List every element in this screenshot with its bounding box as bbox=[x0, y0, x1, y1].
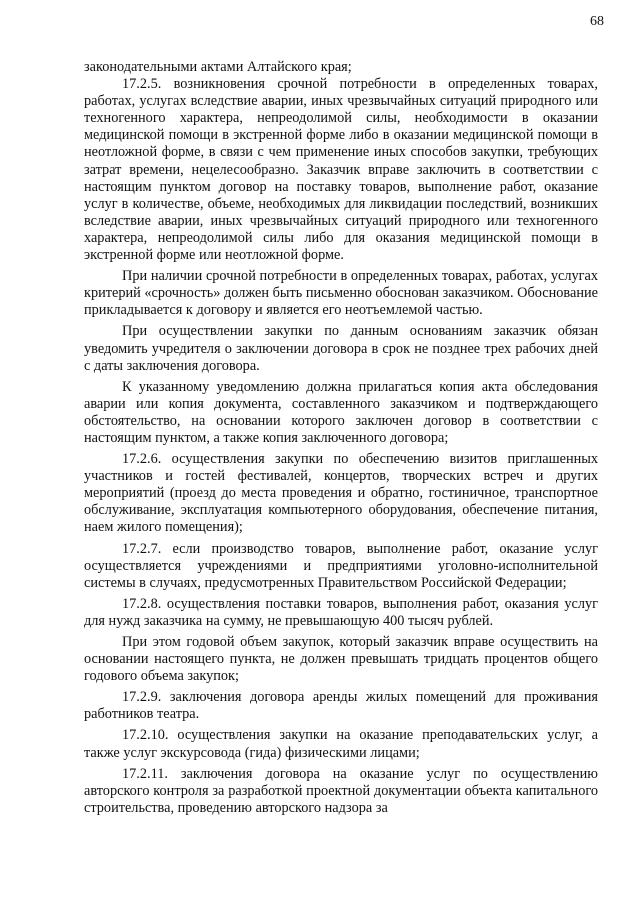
document-body bbox=[84, 59, 598, 817]
paragraph: При осуществлении закупки по данным основаниям заказчик обязан уведомить учредителя о заключении договора в срок не позднее трех рабочих дней с даты заключения договора. bbox=[84, 323, 598, 374]
paragraph: 17.2.11. заключения договора на оказание услуг по осуществлению авторского контроля за разработкой проектной документации объекта капитального строительства, проведению авторского надзора за bbox=[84, 765, 598, 816]
paragraph: 17.2.6. осуществления закупки по обеспечению визитов приглашенных участников и гостей фестивалей, концертов, творческих встреч и других мероприятий (проезд до места проведения и обратно, гостиничное, транспортное обслуживание, эксплуатация компьютерного оборудования, обеспечение питания, наем жилого помещения); bbox=[84, 451, 598, 536]
page-number: 68 bbox=[590, 14, 604, 29]
paragraph: При наличии срочной потребности в определенных товарах, работах, услугах критерий «срочность» должен быть письменно обоснован заказчиком. Обоснование прикладывается к договору и является его неотъемлемой частью. bbox=[84, 268, 598, 319]
paragraph: 17.2.9. заключения договора аренды жилых помещений для проживания работников театра. bbox=[84, 689, 598, 723]
paragraph: 17.2.10. осуществления закупки на оказание преподавательских услуг, а также услуг экскурсовода (гида) физическими лицами; bbox=[84, 727, 598, 761]
paragraph: При этом годовой объем закупок, который заказчик вправе осуществить на основании настоящего пункта, не должен превышать тридцать процентов общего годового объема закупок; bbox=[84, 634, 598, 685]
paragraph: К указанному уведомлению должна прилагаться копия акта обследования аварии или копия документа, составленного заказчиком и подтверждающего обстоятельство, на основании которого заключен договор в соответствии с настоящим пунктом, а также копия заключенного договора; bbox=[84, 378, 598, 446]
paragraph: законодательными актами Алтайского края; bbox=[84, 59, 352, 75]
paragraph: 17.2.8. осуществления поставки товаров, выполнения работ, оказания услуг для нужд заказчика на сумму, не превышающую 400 тысяч рублей. bbox=[84, 595, 598, 629]
paragraph: 17.2.5. возникновения срочной потребности в определенных товарах, работах, услугах вследствие аварии, иных чрезвычайных ситуаций природного или техногенного характера, непреодолимой силы, необходимости в оказании медицинской помощи в экстренной форме либо в оказании медицинской помощи в неотложной форме, в связи с чем применение иных способов закупки, требующих затрат времени, нецелесообразно. Заказчик вправе заключить в соответствии с настоящим пунктом договор на поставку товаров, выполнение работ, оказание услуг в количестве, объеме, необходимых для ликвидации последствий, возникших вследствие аварии, иных чрезвычайных ситуаций природного или техногенного характера, непреодолимой силы либо для оказания медицинской помощи в экстренной форме или неотложной форме. bbox=[84, 76, 598, 264]
paragraph: 17.2.7. если производство товаров, выполнение работ, оказание услуг осуществляется учреждениями и предприятиями уголовно-исполнительной системы в случаях, предусмотренных Правительством Российской Федерации; bbox=[84, 540, 598, 591]
